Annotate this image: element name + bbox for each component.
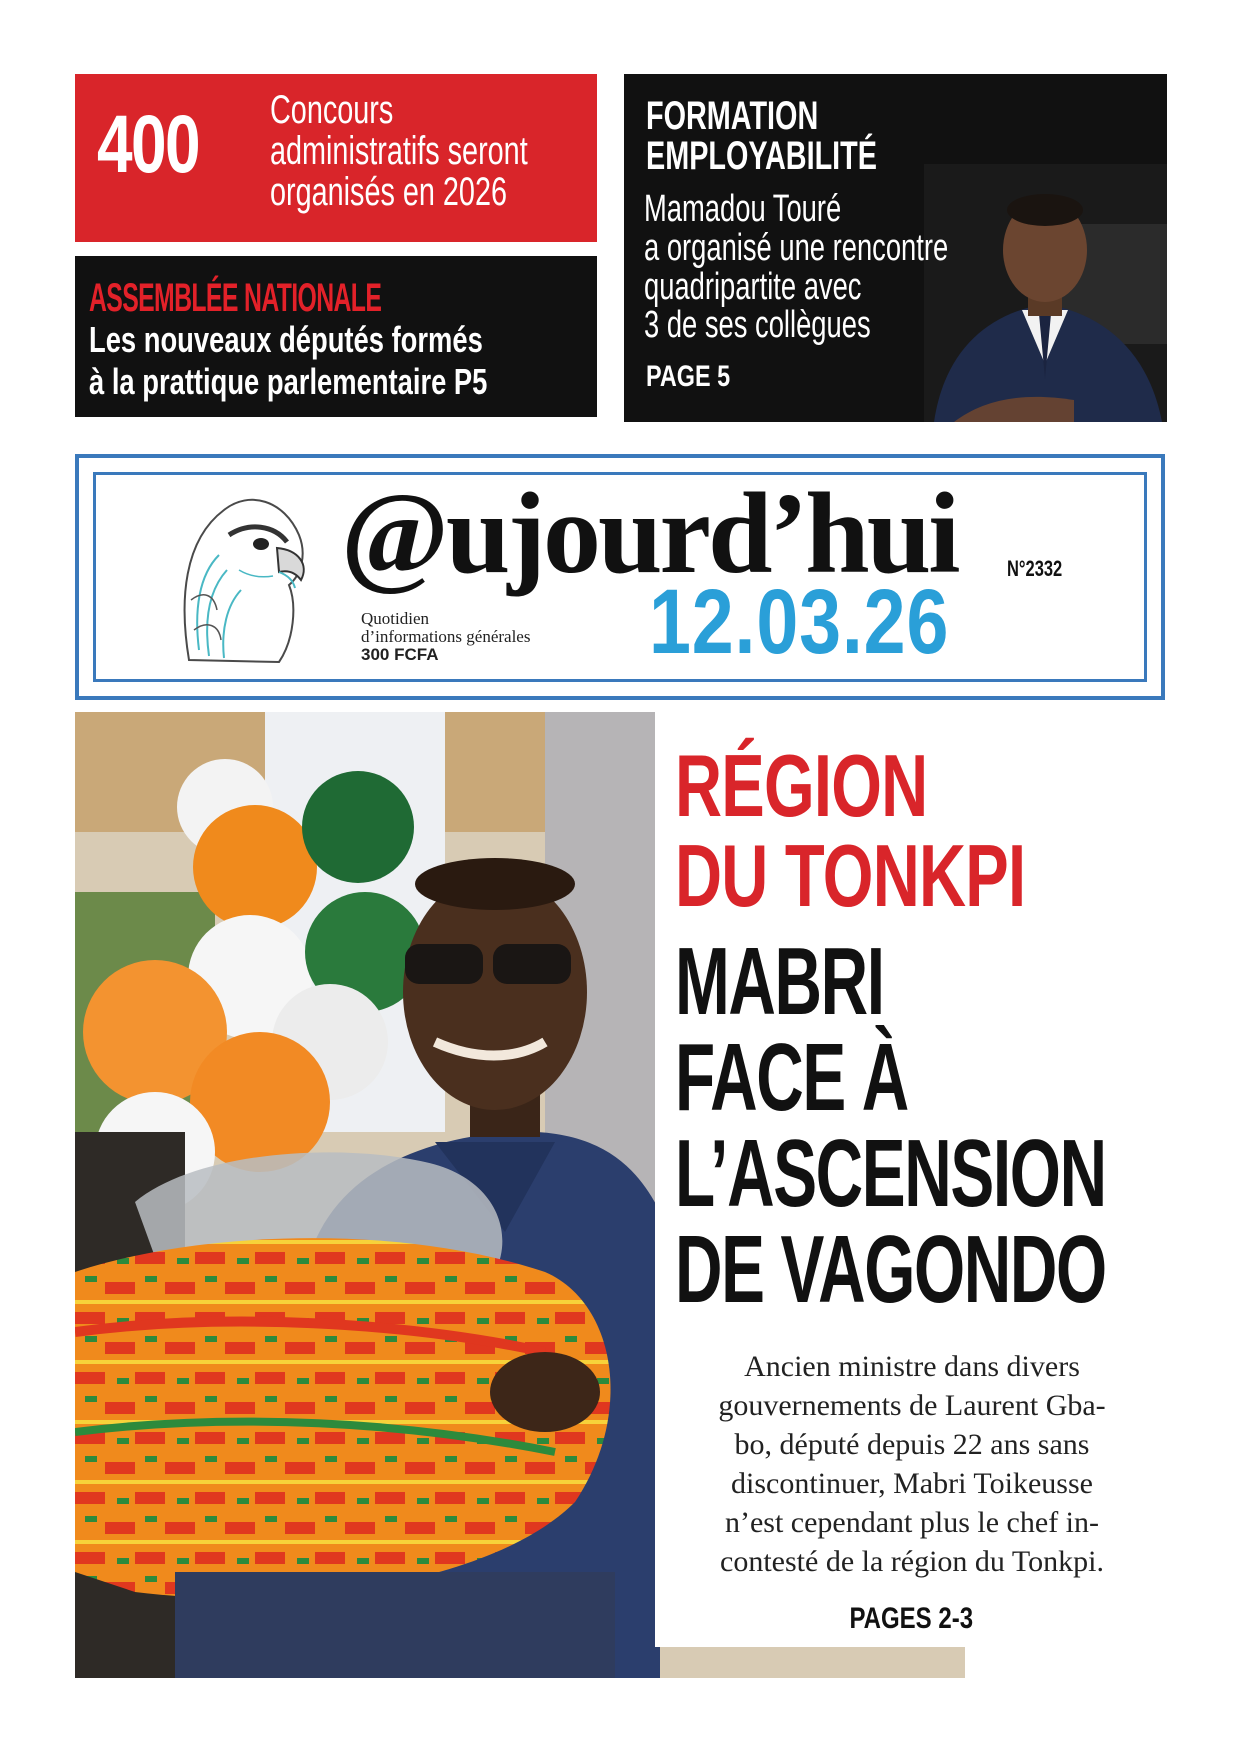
assemblee-line-2: à la prattique parlementaire P5 [89, 361, 488, 402]
headline-line-3: L’ASCENSION [675, 1120, 1106, 1227]
assemblee-kicker: ASSEMBLÉE NATIONALE [89, 276, 382, 320]
formation-body: Mamadou Touré a organisé une rencontre quadripartite avec 3 de ses collègues [644, 188, 949, 347]
portrait-photo [924, 164, 1167, 422]
newspaper-title: @ujourd’hui [341, 470, 958, 598]
headline-line-2: FACE À [675, 1024, 908, 1131]
story-summary: Ancien ministre dans divers gouvernements de Laurent Gba- bo, député depuis 22 ans sans discontinuer, Mabri Toikeusse n’est cependant plus le chef in- contesté de la région du Tonkpi. [718, 1350, 1106, 1578]
masthead-tagline: Quotidien d’informations générales 300 FCFA [361, 610, 591, 663]
concours-text: Concours administratifs seront organisés en 2026 [270, 88, 528, 215]
issue-number: N°2332 [1007, 556, 1063, 581]
assemblee-line-1: Les nouveaux députés formés [89, 319, 483, 360]
issue-date: 12.03.26 [649, 571, 950, 673]
headline-line-4: DE VAGONDO [675, 1216, 1106, 1323]
eagle-logo [169, 480, 314, 666]
formation-kicker-1: FORMATION [646, 94, 819, 138]
concours-number: 400 [97, 99, 200, 190]
masthead [75, 454, 1165, 700]
formation-kicker-2: EMPLOYABILITÉ [646, 134, 877, 178]
region-line-2: DU TONKPI [675, 826, 1026, 925]
teaser-assemblee[interactable] [75, 256, 597, 417]
teaser-formation[interactable] [624, 74, 1167, 422]
headline-line-1: MABRI [675, 928, 884, 1035]
main-story-panel[interactable] [655, 712, 1167, 1647]
cover-price: 300 FCFA [361, 644, 439, 664]
story-page-ref: PAGES 2-3 [849, 1602, 973, 1635]
region-line-1: RÉGION [675, 736, 928, 835]
formation-page-ref: PAGE 5 [646, 360, 731, 393]
teaser-concours[interactable] [75, 74, 597, 242]
